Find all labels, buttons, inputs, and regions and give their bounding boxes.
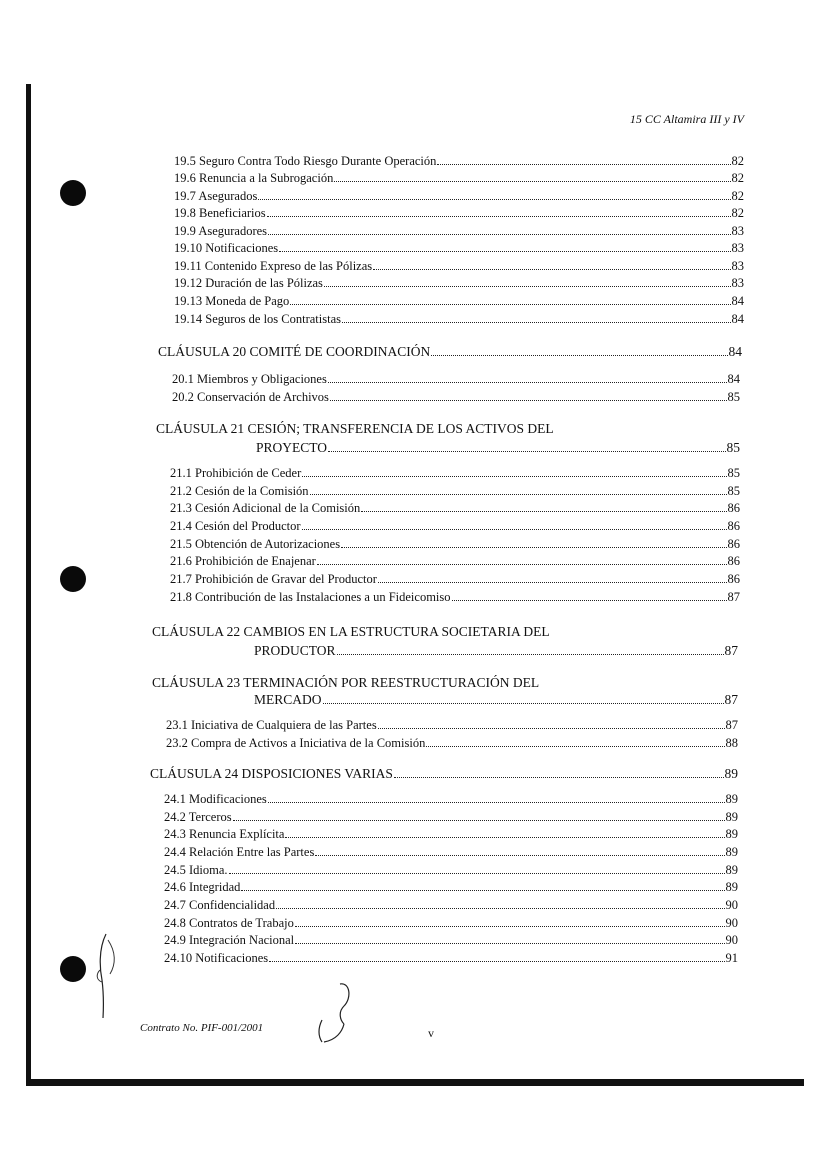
- entry-number: 19.7: [174, 189, 196, 203]
- dot-leader: [334, 181, 730, 182]
- entry-number: 19.11: [174, 259, 202, 273]
- toc-entry: [174, 293, 744, 309]
- toc-entry: [170, 465, 740, 481]
- toc-clause-entry: [256, 440, 740, 456]
- toc-entry: [164, 844, 738, 860]
- entry-number: 24.7: [164, 898, 186, 912]
- entry-page: 88: [725, 736, 738, 750]
- entry-title: Asegurados: [198, 189, 258, 203]
- entry-number: 19.10: [174, 241, 203, 255]
- toc-entry: [164, 879, 738, 895]
- toc-entry: [170, 536, 740, 552]
- entry-title: Miembros y Obligaciones: [197, 372, 327, 386]
- entry-title: Renuncia a la Subrogación: [199, 171, 334, 185]
- dot-leader: [295, 943, 724, 944]
- entry-title: Renuncia Explícita: [189, 827, 285, 841]
- bottom-scan-border: [26, 1079, 804, 1086]
- entry-number: 24.4: [164, 845, 186, 859]
- entry-page: 89: [725, 845, 738, 859]
- entry-number: 19.13: [174, 294, 203, 308]
- entry-number: 20.2: [172, 390, 194, 404]
- entry-number: 21.1: [170, 466, 192, 480]
- entry-page: 85: [727, 390, 740, 404]
- entry-title: Modificaciones: [189, 792, 267, 806]
- page-numeral: v: [428, 1026, 434, 1040]
- toc-entry: [164, 932, 738, 948]
- dot-leader: [295, 926, 725, 927]
- dot-leader: [233, 820, 725, 821]
- entry-title: Contenido Expreso de las Pólizas: [204, 259, 373, 273]
- entry-page: 87: [724, 643, 738, 658]
- toc-clause-entry: [158, 344, 742, 360]
- entry-number: 24.5: [164, 863, 186, 877]
- toc-clause-entry: [254, 692, 738, 708]
- left-scan-border: [26, 84, 31, 1084]
- entry-number: 21.2: [170, 484, 192, 498]
- entry-title: Integración Nacional: [189, 933, 295, 947]
- toc-entry: [174, 240, 744, 256]
- clause-title-continued: PROYECTO: [256, 440, 328, 455]
- clause-title: DISPOSICIONES VARIAS: [241, 766, 393, 781]
- dot-leader: [426, 746, 724, 747]
- contract-number: Contrato No. PIF-001/2001: [140, 1022, 264, 1034]
- entry-page: 86: [727, 554, 740, 568]
- entry-number: 21.6: [170, 554, 192, 568]
- clause-number: CLÁUSULA 20: [158, 344, 247, 359]
- entry-page: 87: [724, 692, 738, 707]
- entry-title: Contratos de Trabajo: [189, 916, 294, 930]
- clause-title: CAMBIOS EN LA ESTRUCTURA SOCIETARIA DEL: [243, 624, 550, 639]
- entry-title: Prohibición de Enajenar: [195, 554, 316, 568]
- entry-page: 91: [725, 951, 738, 965]
- dot-leader: [268, 234, 730, 235]
- dot-leader: [302, 529, 727, 530]
- entry-page: 82: [731, 189, 744, 203]
- dot-leader: [431, 355, 727, 356]
- entry-page: 86: [727, 501, 740, 515]
- clause-title-continued: MERCADO: [254, 692, 322, 707]
- entry-number: 23.1: [166, 718, 188, 732]
- entry-page: 82: [731, 154, 744, 168]
- entry-number: 21.3: [170, 501, 192, 515]
- entry-title: Cesión del Productor: [195, 519, 301, 533]
- entry-title: Prohibición de Gravar del Productor: [195, 572, 377, 586]
- entry-title: Moneda de Pago: [205, 294, 290, 308]
- dot-leader: [323, 703, 724, 704]
- toc-entry: [164, 915, 738, 931]
- entry-title: Confidencialidad: [189, 898, 276, 912]
- clause-title: COMITÉ DE COORDINACIÓN: [249, 344, 431, 359]
- dot-leader: [361, 511, 726, 512]
- entry-title: Obtención de Autorizaciones: [195, 537, 341, 551]
- entry-title: Seguros de los Contratistas: [205, 312, 342, 326]
- entry-page: 86: [727, 519, 740, 533]
- dot-leader: [269, 961, 724, 962]
- punch-hole-top: [60, 180, 86, 206]
- clause-number: CLÁUSULA 23: [152, 675, 241, 690]
- handwritten-initials: [310, 980, 360, 1048]
- dot-leader: [330, 400, 727, 401]
- dot-leader: [328, 451, 725, 452]
- toc-entry: [170, 553, 740, 569]
- entry-page: 89: [725, 810, 738, 824]
- entry-page: 83: [731, 224, 744, 238]
- toc-entry: [170, 483, 740, 499]
- entry-number: 24.10: [164, 951, 193, 965]
- dot-leader: [279, 251, 730, 252]
- dot-leader: [258, 199, 730, 200]
- entry-page: 90: [725, 898, 738, 912]
- entry-number: 19.8: [174, 206, 196, 220]
- dot-leader: [315, 855, 724, 856]
- entry-page: 85: [726, 440, 740, 455]
- toc-entry: [170, 500, 740, 516]
- clause-title-continued: PRODUCTOR: [254, 643, 336, 658]
- entry-page: 83: [731, 276, 744, 290]
- clause-title: CESIÓN; TRANSFERENCIA DE LOS ACTIVOS DEL: [247, 421, 554, 436]
- entry-number: 19.9: [174, 224, 196, 238]
- dot-leader: [324, 286, 731, 287]
- punch-hole-middle: [60, 566, 86, 592]
- toc-clause-heading: [152, 624, 550, 640]
- dot-leader: [378, 582, 727, 583]
- entry-title: Aseguradores: [198, 224, 268, 238]
- dot-leader: [341, 547, 726, 548]
- entry-title: Compra de Activos a Iniciativa de la Comisión: [191, 736, 426, 750]
- entry-number: 24.2: [164, 810, 186, 824]
- entry-page: 83: [731, 241, 744, 255]
- entry-page: 87: [727, 590, 740, 604]
- entry-page: 83: [731, 259, 744, 273]
- entry-number: 24.1: [164, 792, 186, 806]
- toc-entry: [170, 571, 740, 587]
- dot-leader: [229, 873, 725, 874]
- dot-leader: [302, 476, 726, 477]
- entry-title: Relación Entre las Partes: [189, 845, 315, 859]
- toc-entry: [174, 170, 744, 186]
- entry-page: 85: [727, 466, 740, 480]
- entry-number: 21.5: [170, 537, 192, 551]
- entry-title: Contribución de las Instalaciones a un Fideicomiso: [195, 590, 451, 604]
- dot-leader: [267, 216, 731, 217]
- entry-page: 82: [731, 206, 744, 220]
- entry-page: 84: [728, 344, 742, 359]
- toc-entry: [164, 897, 738, 913]
- toc-clause-entry: [254, 643, 738, 659]
- toc-entry: [166, 735, 738, 751]
- toc-clause-entry: [150, 766, 738, 782]
- entry-title: Conservación de Archivos: [197, 390, 329, 404]
- entry-page: 89: [725, 792, 738, 806]
- dot-leader: [373, 269, 730, 270]
- entry-title: Idioma.: [189, 863, 228, 877]
- entry-number: 21.4: [170, 519, 192, 533]
- toc-entry: [170, 518, 740, 534]
- toc-entry: [174, 153, 744, 169]
- entry-number: 19.12: [174, 276, 203, 290]
- toc-entry: [170, 589, 740, 605]
- toc-entry: [164, 826, 738, 842]
- entry-number: 19.5: [174, 154, 196, 168]
- entry-title: Seguro Contra Todo Riesgo Durante Operación: [199, 154, 437, 168]
- dot-leader: [437, 164, 730, 165]
- entry-page: 89: [725, 863, 738, 877]
- entry-title: Integridad: [189, 880, 241, 894]
- toc-entry: [174, 188, 744, 204]
- entry-number: 19.14: [174, 312, 203, 326]
- toc-entry: [164, 809, 738, 825]
- entry-title: Notificaciones: [205, 241, 279, 255]
- toc-entry: [174, 275, 744, 291]
- entry-number: 21.7: [170, 572, 192, 586]
- entry-title: Cesión de la Comisión: [195, 484, 309, 498]
- dot-leader: [378, 728, 725, 729]
- toc-clause-heading: [152, 675, 539, 691]
- entry-page: 90: [725, 916, 738, 930]
- entry-title: Prohibición de Ceder: [195, 466, 302, 480]
- toc-entry: [174, 223, 744, 239]
- clause-number: CLÁUSULA 21: [156, 421, 245, 436]
- entry-number: 24.8: [164, 916, 186, 930]
- entry-page: 85: [727, 484, 740, 498]
- dot-leader: [268, 802, 725, 803]
- toc-entry: [166, 717, 738, 733]
- entry-page: 89: [725, 827, 738, 841]
- toc-entry: [174, 311, 744, 327]
- document-header: 15 CC Altamira III y IV: [629, 112, 744, 126]
- entry-title: Beneficiarios: [199, 206, 266, 220]
- dot-leader: [394, 777, 724, 778]
- dot-leader: [310, 494, 727, 495]
- entry-number: 20.1: [172, 372, 194, 386]
- entry-page: 87: [725, 718, 738, 732]
- entry-page: 89: [725, 880, 738, 894]
- entry-page: 82: [731, 171, 744, 185]
- toc-entry: [174, 258, 744, 274]
- entry-title: Cesión Adicional de la Comisión: [195, 501, 361, 515]
- toc-entry: [164, 791, 738, 807]
- entry-title: Notificaciones: [195, 951, 269, 965]
- dot-leader: [241, 890, 724, 891]
- entry-page: 86: [727, 537, 740, 551]
- entry-page: 84: [731, 294, 744, 308]
- entry-title: Terceros: [188, 810, 232, 824]
- toc-clause-heading: [156, 421, 554, 437]
- entry-page: 89: [724, 766, 738, 781]
- entry-number: 23.2: [166, 736, 188, 750]
- entry-number: 24.3: [164, 827, 186, 841]
- entry-number: 19.6: [174, 171, 196, 185]
- dot-leader: [285, 837, 724, 838]
- entry-number: 24.9: [164, 933, 186, 947]
- entry-page: 86: [727, 572, 740, 586]
- dot-leader: [342, 322, 730, 323]
- entry-title: Iniciativa de Cualquiera de las Partes: [191, 718, 377, 732]
- toc-entry: [172, 371, 740, 387]
- entry-page: 90: [725, 933, 738, 947]
- clause-title: TERMINACIÓN POR REESTRUCTURACIÓN DEL: [243, 675, 540, 690]
- dot-leader: [276, 908, 724, 909]
- toc-entry: [174, 205, 744, 221]
- handwritten-margin-mark: [86, 930, 126, 1022]
- toc-entry: [172, 389, 740, 405]
- dot-leader: [328, 382, 727, 383]
- clause-number: CLÁUSULA 22: [152, 624, 241, 639]
- dot-leader: [337, 654, 724, 655]
- entry-title: Duración de las Pólizas: [205, 276, 323, 290]
- entry-page: 84: [731, 312, 744, 326]
- clause-number: CLÁUSULA 24: [150, 766, 239, 781]
- entry-number: 21.8: [170, 590, 192, 604]
- toc-entry: [164, 862, 738, 878]
- punch-hole-bottom: [60, 956, 86, 982]
- dot-leader: [290, 304, 730, 305]
- entry-number: 24.6: [164, 880, 186, 894]
- dot-leader: [452, 600, 727, 601]
- toc-entry: [164, 950, 738, 966]
- dot-leader: [317, 564, 727, 565]
- entry-page: 84: [727, 372, 740, 386]
